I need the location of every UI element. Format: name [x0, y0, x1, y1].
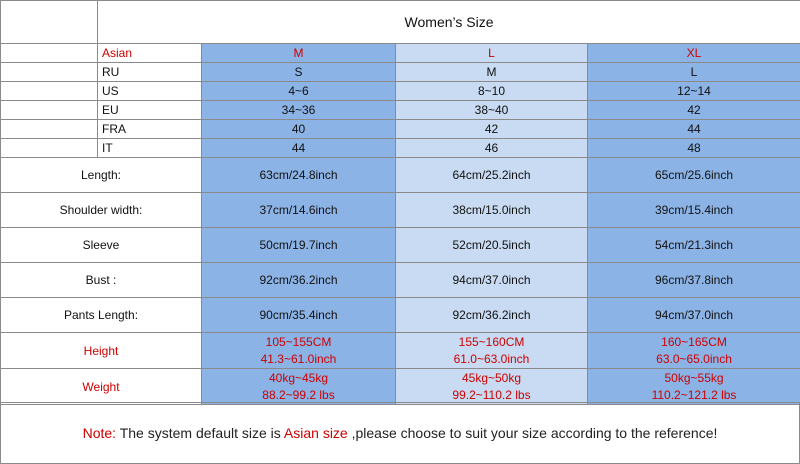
measurement-row-weight — [1, 369, 800, 405]
size-row-it — [1, 139, 800, 158]
weight-kg: 45kg~50kg — [461, 370, 522, 385]
weight-kg: 50kg~55kg — [664, 370, 724, 385]
measurement-value: 94cm/37.0inch — [396, 263, 588, 298]
weight-value — [588, 369, 800, 405]
measurement-value: 92cm/36.2inch — [396, 298, 588, 333]
measurement-label: Bust : — [1, 263, 202, 298]
blank-corner — [1, 82, 98, 101]
height-value — [588, 333, 800, 369]
height-cm: 105~155CM — [265, 334, 332, 349]
height-inch: 61.0~63.0inch — [453, 351, 530, 366]
note-highlight: Asian size — [283, 425, 348, 441]
size-system-label: IT — [98, 139, 202, 158]
size-row-fra — [1, 120, 800, 139]
weight-label: Weight — [1, 369, 202, 405]
measurement-value: 96cm/37.8inch — [588, 263, 800, 298]
weight-lbs: 99.2~110.2 lbs — [452, 387, 531, 402]
weight-lbs: 88.2~99.2 lbs — [262, 387, 335, 402]
size-value: M — [202, 44, 396, 63]
size-value: 38~40 — [396, 101, 588, 120]
measurement-value: 90cm/35.4inch — [202, 298, 396, 333]
size-value: M — [396, 63, 588, 82]
size-value: L — [396, 44, 588, 63]
height-inch: 41.3~61.0inch — [260, 351, 337, 366]
height-value — [396, 333, 588, 369]
size-value: 8~10 — [396, 82, 588, 101]
measurement-row-pants-length — [1, 298, 800, 333]
height-label: Height — [1, 333, 202, 369]
measurement-value: 52cm/20.5inch — [396, 228, 588, 263]
size-value: 42 — [588, 101, 800, 120]
size-value: 42 — [396, 120, 588, 139]
size-row-us — [1, 82, 800, 101]
measurement-value: 54cm/21.3inch — [588, 228, 800, 263]
blank-corner — [1, 1, 98, 44]
size-value: L — [588, 63, 800, 82]
chart-title: Women’s Size — [98, 1, 800, 44]
weight-value — [396, 369, 588, 405]
measurement-value: 37cm/14.6inch — [202, 193, 396, 228]
measurement-value: 39cm/15.4inch — [588, 193, 800, 228]
measurement-label: Length: — [1, 158, 202, 193]
weight-value — [202, 369, 396, 405]
size-value: 4~6 — [202, 82, 396, 101]
blank-corner — [1, 139, 98, 158]
height-value — [202, 333, 396, 369]
size-value: 44 — [588, 120, 800, 139]
size-value: 34~36 — [202, 101, 396, 120]
measurement-row-length — [1, 158, 800, 193]
measurement-value: 94cm/37.0inch — [588, 298, 800, 333]
measurement-row-sleeve — [1, 228, 800, 263]
measurement-row-bust — [1, 263, 800, 298]
size-value: 40 — [202, 120, 396, 139]
measurement-label: Pants Length: — [1, 298, 202, 333]
height-cm: 155~160CM — [458, 334, 525, 349]
measurement-value: 65cm/25.6inch — [588, 158, 800, 193]
note-text-end: ,please choose to suit your size according to the reference! — [347, 425, 718, 441]
height-cm: 160~165CM — [661, 334, 727, 349]
measurement-value: 38cm/15.0inch — [396, 193, 588, 228]
size-row-asian — [1, 44, 800, 63]
measurement-value: 92cm/36.2inch — [202, 263, 396, 298]
blank-corner — [1, 63, 98, 82]
size-value: 48 — [588, 139, 800, 158]
measurement-label: Shoulder width: — [1, 193, 202, 228]
size-system-label: FRA — [98, 120, 202, 139]
size-row-ru — [1, 63, 800, 82]
measurement-label: Sleeve — [1, 228, 202, 263]
size-value: 12~14 — [588, 82, 800, 101]
size-system-label: RU — [98, 63, 202, 82]
note-prefix: Note: — [82, 425, 117, 441]
note-text: The system default size is — [116, 425, 284, 441]
size-value: 46 — [396, 139, 588, 158]
size-row-eu — [1, 101, 800, 120]
blank-corner — [1, 101, 98, 120]
measurement-value: 63cm/24.8inch — [202, 158, 396, 193]
size-system-label: EU — [98, 101, 202, 120]
weight-kg: 40kg~45kg — [268, 370, 329, 385]
size-value: XL — [588, 44, 800, 63]
measurement-value: 64cm/25.2inch — [396, 158, 588, 193]
height-inch: 63.0~65.0inch — [656, 351, 732, 366]
size-note — [0, 402, 800, 464]
blank-corner — [1, 44, 98, 63]
size-value: 44 — [202, 139, 396, 158]
size-system-label: US — [98, 82, 202, 101]
measurement-value: 50cm/19.7inch — [202, 228, 396, 263]
title-row — [1, 1, 800, 44]
size-system-label: Asian — [98, 44, 202, 63]
measurement-row-shoulder — [1, 193, 800, 228]
weight-lbs: 110.2~121.2 lbs — [651, 387, 737, 402]
size-value: S — [202, 63, 396, 82]
blank-corner — [1, 120, 98, 139]
measurement-row-height — [1, 333, 800, 369]
